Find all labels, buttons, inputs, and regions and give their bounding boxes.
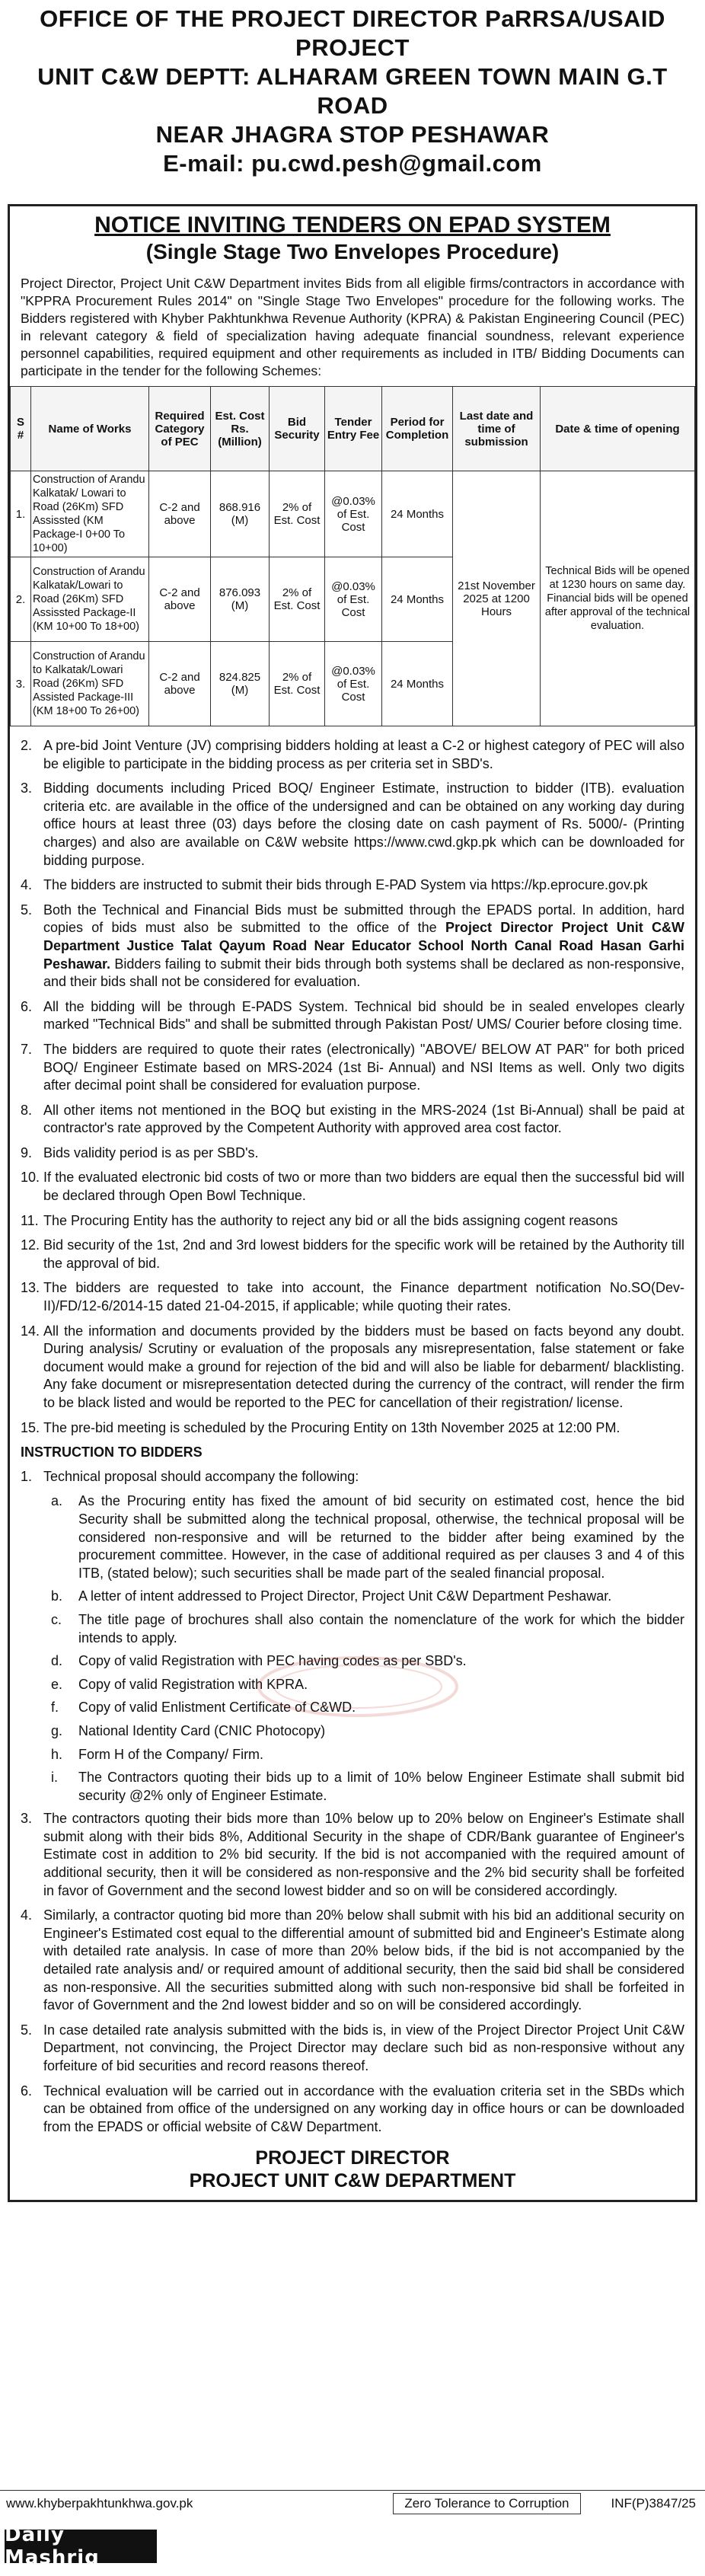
sub-item: f. Copy of valid Enlistment Certificate of C&WD. xyxy=(51,1700,356,1716)
row-security: 2% of Est. Cost xyxy=(270,557,325,642)
sub-item: a. As the Procuring entity has fixed the amount of bid security on estimated cost, hence the bid Security shall be submitted along the technical proposal, otherwise, the technical proposal will be considered non-responsive and will be returned to the bidder after being examined by the procurement committee. However, in the case of additional required as per clauses 3 and 4 of this ITB, (stated below); such securities shall be made part of the sealed financial proposal. xyxy=(51,1493,684,1581)
list-item: 4. Similarly, a contractor quoting bid more than 20% below shall submit with his bid an additional security on Engineer's Estimated cost equal to the differential amount of submitted bid and Engineer's Estimate along with detailed rate analysis. In case of more than 20% below bids, if the bid is not accompanied by the detailed rate analysis and/ or required amount of additional security, then the said bid shall be considered as non-responsive. All the securities submitted along with such non-responsive bid shall be forfeited in favor of Government and the 2nd lowest bidder and so on will be considered accordingly. xyxy=(21,1907,684,2013)
signature-block xyxy=(10,2147,695,2192)
col-last-date: Last date and time of submission xyxy=(453,387,541,471)
col-name: Name of Works xyxy=(31,387,149,471)
sub-item: g. National Identity Card (CNIC Photocopy) xyxy=(51,1722,326,1738)
col-fee: Tender Entry Fee xyxy=(325,387,382,471)
row-period: 24 Months xyxy=(382,642,453,726)
col-opening: Date & time of opening xyxy=(541,387,695,471)
row-name: Construction of Arandu to Kalkatak/Lowari Road (26Km) SFD Assisted Package-III (KM 18+00 To 26+00) xyxy=(31,642,149,726)
row-name: Construction of Arandu Kalkatak/Lowari to Road (26Km) SFD Assissted Package-II (KM 10+00 To 18+00) xyxy=(31,557,149,642)
row-period: 24 Months xyxy=(382,471,453,557)
sub-item: e. Copy of valid Registration with KPRA. xyxy=(51,1676,308,1692)
row-cost: 824.825 (M) xyxy=(211,642,270,726)
row-name: Construction of Arandu Kalkatak/ Lowari to Road (26Km) SFD Assissted (KM Package-I 0+00 To 10+00) xyxy=(31,471,149,557)
list-item: 4. The bidders are instructed to submit their bids through E-PAD System via https://kp.eprocure.gov.pk xyxy=(21,877,648,893)
last-date-cell: 21st November 2025 at 1200 Hours xyxy=(453,471,541,726)
sub-item: i. The Contractors quoting their bids up to a limit of 10% below Engineer Estimate shall submit bid security @2% only of Engineer Estimate. xyxy=(51,1770,684,1803)
col-sn: S # xyxy=(11,387,31,471)
newspaper-name: Daily Mashriq xyxy=(5,2530,157,2563)
sub-item: h. Form H of the Company/ Firm. xyxy=(51,1746,264,1762)
table-row xyxy=(11,471,695,557)
list-item: 2. A pre-bid Joint Venture (JV) comprising bidders holding at least a C-2 or highest category of PEC will also be eligible to participate in the bidding process as per criteria set in SBD's. xyxy=(21,738,684,771)
header-line-2: UNIT C&W DEPTT: ALHARAM GREEN TOWN MAIN G.T ROAD xyxy=(37,63,668,119)
row-sn: 2. xyxy=(11,557,31,642)
list-item: 14. All the information and documents provided by the bidders must be based on facts beyond any doubt. During analysis/ Scrutiny or evaluation of the proposals any misrepresentation, false statement or fake document would make a ground for rejection of the bid and will also be liable for debarment/ blacklisting. Any fake document or misrepresentation detected during the currency of the contract, will render the firm to be black listed and would be reported to the PEC for cancellation of their registration/ license. xyxy=(21,1323,684,1410)
table-header-row xyxy=(11,387,695,471)
row-period: 24 Months xyxy=(382,557,453,642)
row-cost: 876.093 (M) xyxy=(211,557,270,642)
list-item: 7. The bidders are required to quote their rates (electronically) "ABOVE/ BELOW AT PAR" for both priced BOQ/ Engineer Estimate based on MRS-2024 (1st Bi- Annual) and NSI Items as well. Only two digits after decimal point shall be considered for evaluation purpose. xyxy=(21,1041,684,1093)
list-item: 11. The Procuring Entity has the authority to reject any bid or all the bids assigning cogent reasons xyxy=(21,1212,618,1228)
sub-item: c. The title page of brochures shall also contain the nomenclature of the work for which the bidder intends to apply. xyxy=(51,1611,684,1646)
header-line-1: OFFICE OF THE PROJECT DIRECTOR PaRRSA/USAID PROJECT xyxy=(40,5,665,61)
list-item: 9. Bids validity period is as per SBD's. xyxy=(21,1144,259,1160)
list-item: 6. All the bidding will be through E-PADS System. Technical bid should be in sealed envelopes clearly marked "Technical Bids" and shall be submitted through Pakistan Post/ UMS/ Courier before closing time. xyxy=(21,998,684,1033)
row-security: 2% of Est. Cost xyxy=(270,471,325,557)
row-sn: 1. xyxy=(11,471,31,557)
col-security: Bid Security xyxy=(270,387,325,471)
watermark-stamp-icon xyxy=(251,1652,464,1721)
row-security: 2% of Est. Cost xyxy=(270,642,325,726)
row-fee: @0.03% of Est. Cost xyxy=(325,642,382,726)
list-item: 8. All other items not mentioned in the BOQ but existing in the MRS-2024 (1st Bi-Annual) shall be paid at contractor's rate approved by the Competent Authority with approved area cost factor. xyxy=(21,1102,684,1136)
row-category: C-2 and above xyxy=(149,642,211,726)
list-item: 3. Bidding documents including Priced BOQ/ Engineer Estimate, instruction to bidder (ITB). evaluation criteria etc. are available in the office of the undersigned and can be obtained on any working day during office hours at least three (03) days before the closing date on cash payment of Rs. 5000/- (Printing charges) and also are available on C&W website https://www.cwd.gkp.pk which can be downloaded for bidding purpose. xyxy=(21,780,684,868)
intro-paragraph: Project Director, Project Unit C&W Department invites Bids from all eligible firms/contractors in accordance with "KPPRA Procurement Rules 2014" on "Single Stage Two Envelopes" procedure for the following works. The Bidders registered with Khyber Pakhtunkhwa Revenue Authority (KPRA) & Pakistan Engineering Council (PEC) in relevant category & field of specialization having adequate financial soundness, relevant experience personnel capabilities, required equipment and other requirements as included in ITB/ Bidding Documents can participate in the tender for the following Schemes: xyxy=(21,276,684,378)
instructions-heading: INSTRUCTION TO BIDDERS xyxy=(21,1444,203,1460)
col-category: Required Category of PEC xyxy=(149,387,211,471)
notice-title: NOTICE INVITING TENDERS ON EPAD SYSTEM xyxy=(94,212,611,238)
conditions-list xyxy=(10,726,695,2136)
list-item: 1. Technical proposal should accompany the following: xyxy=(21,1468,359,1484)
list-item: 5. Both the Technical and Financial Bids must be submitted through the EPADS portal. In addition, hard copies of bids must also be submitted to the office of the Project Director Project Unit C&W Department Justice Talat Qayum Road Near Educator School North Canal Road Hasan Garhi Peshawar. Bidders failing to submit their bids through both systems shall be declared as non-responsive, and their bids shall not be considered for evaluation. xyxy=(21,902,685,990)
col-period: Period for Completion xyxy=(382,387,453,471)
sub-item: d. Copy of valid Registration with PEC having codes as per SBD's. xyxy=(51,1653,467,1669)
list-item: 5. In case detailed rate analysis submitted with the bids is, in view of the Project Director Project Unit C&W Department, not convincing, the Project Director may declare such bid as non-responsive without any forfeiture of bid securities and record reasons thereof. xyxy=(21,2022,684,2073)
inf-number: INF(P)3847/25 xyxy=(611,2496,696,2511)
list-item: 12. Bid security of the 1st, 2nd and 3rd lowest bidders for the specific work will be retained by the Authority till the approval of bid. xyxy=(21,1237,684,1271)
list-item: 13. The bidders are requested to take into account, the Finance department notification No.SO(Dev-II)/FD/12-6/2014-15 dated 21-04-2015, if applicable; while quoting their rates. xyxy=(21,1280,684,1314)
signature-title: PROJECT DIRECTOR xyxy=(255,2147,450,2169)
works-table xyxy=(10,386,695,726)
col-cost: Est. Cost Rs. (Million) xyxy=(211,387,270,471)
signature-department: PROJECT UNIT C&W DEPARTMENT xyxy=(189,2170,516,2192)
row-sn: 3. xyxy=(11,642,31,726)
header-line-3: NEAR JHAGRA STOP PESHAWAR xyxy=(155,121,550,148)
row-fee: @0.03% of Est. Cost xyxy=(325,557,382,642)
notice-subtitle: (Single Stage Two Envelopes Procedure) xyxy=(145,240,560,263)
row-category: C-2 and above xyxy=(149,557,211,642)
row-category: C-2 and above xyxy=(149,471,211,557)
row-fee: @0.03% of Est. Cost xyxy=(325,471,382,557)
sub-item: b. A letter of intent addressed to Project Director, Project Unit C&W Department Peshawar. xyxy=(51,1588,612,1604)
footer-bar xyxy=(0,2490,705,2517)
notice-box xyxy=(8,204,697,2202)
header-email: E-mail: pu.cwd.pesh@gmail.com xyxy=(163,150,542,177)
row-cost: 868.916 (M) xyxy=(211,471,270,557)
hard-copy-address: Project Director Project Unit C&W Department Justice Talat Qayum Road Near Educator School North Canal Road Hasan Garhi Peshawar. xyxy=(43,920,685,972)
list-item: 3. The contractors quoting their bids more than 10% below up to 20% below on Engineer's Estimate shall submit along with their bids 8%, Additional Security in the shape of CDR/Bank guarantee of Engineer's Estimate cost in addition to 2% bid security. If the bid is not accompanied with the required amount of additional security, then it will be considered as non-responsive and the 2% bid security shall be forfeited in favor of Government and the second lowest bidder and so on will be considered accordingly. xyxy=(21,1811,684,1898)
list-item: 15. The pre-bid meeting is scheduled by the Procuring Entity on 13th November 2025 at 12:00 PM. xyxy=(21,1419,620,1435)
website-link[interactable]: www.khyberpakhtunkhwa.gov.pk xyxy=(6,2496,193,2511)
list-item: 10. If the evaluated electronic bid costs of two or more than two bidders are equal then the successful bid will be declared through Open Bowl Technique. xyxy=(21,1170,684,1204)
list-item: 6. Technical evaluation will be carried out in accordance with the evaluation criteria set in the SBDs which can be obtained from office of the undersigned on any working day in office hours or can be downloaded from the EPADS or official website of C&W Department. xyxy=(21,2083,684,2134)
slogan-box: Zero Tolerance to Corruption xyxy=(393,2493,580,2514)
office-header xyxy=(0,0,705,178)
opening-cell: Technical Bids will be opened at 1230 hours on same day. Financial bids will be opened after approval of the technical evaluation. xyxy=(541,471,695,726)
